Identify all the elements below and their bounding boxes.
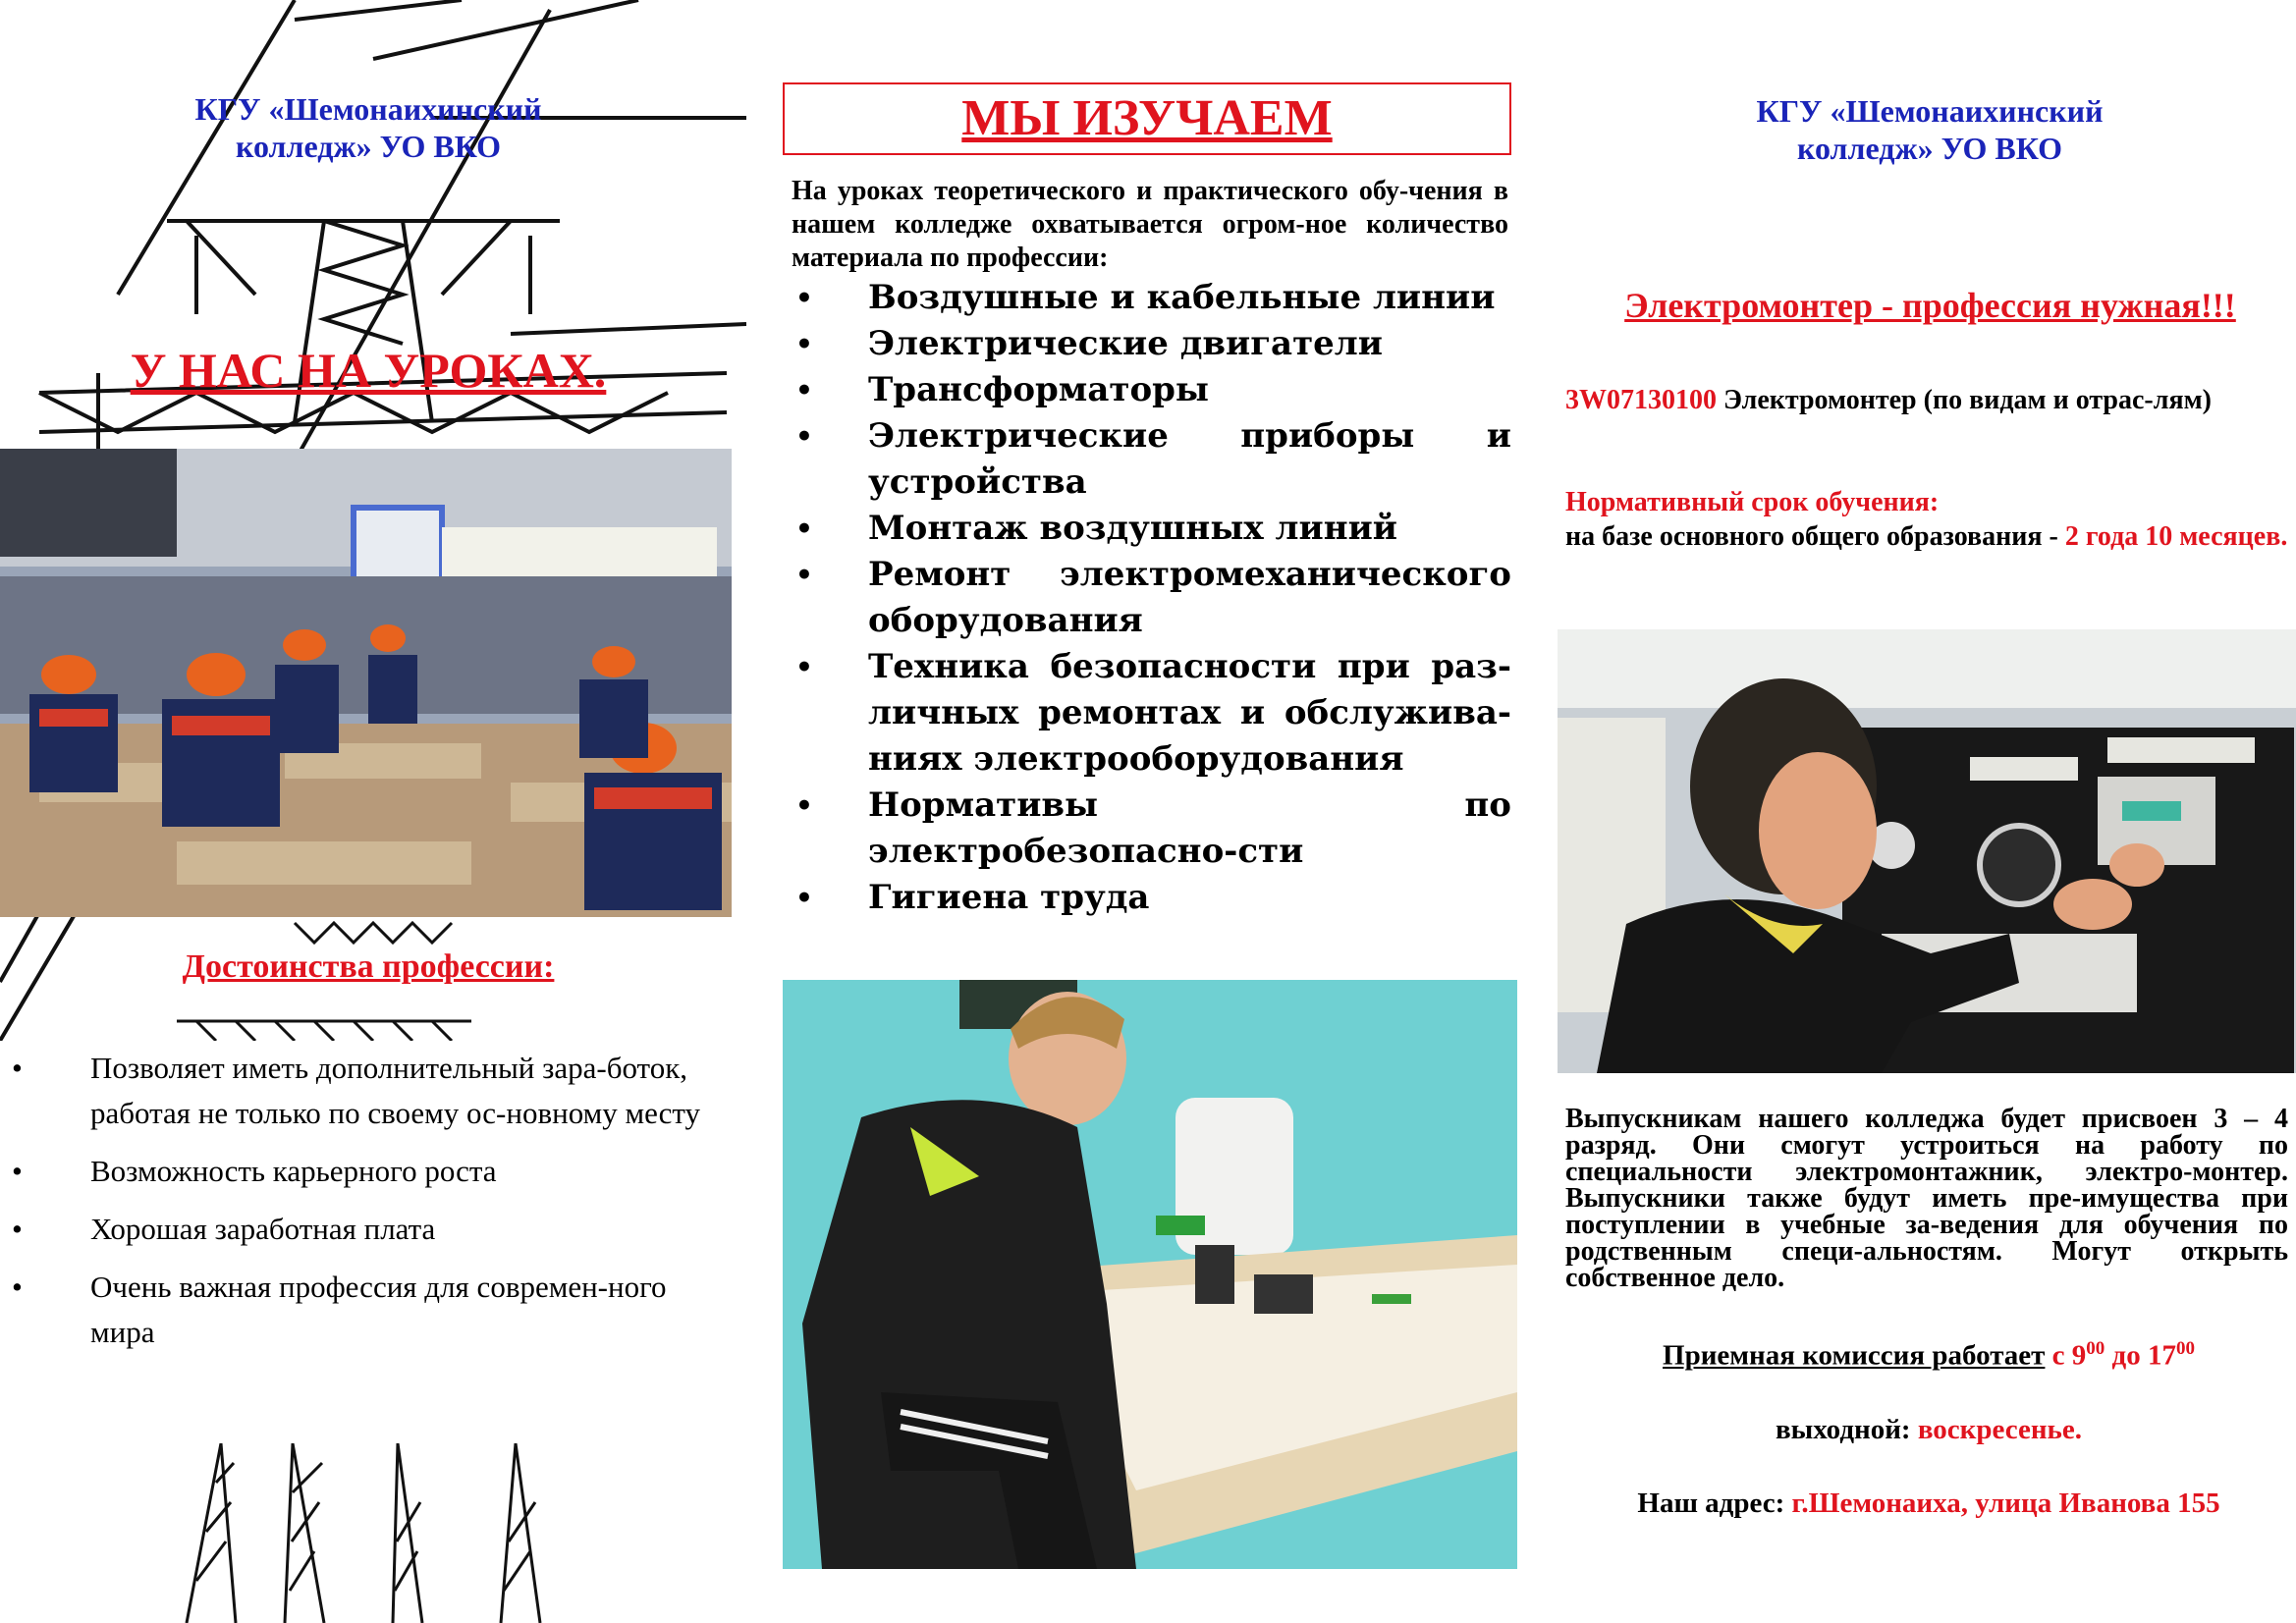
profession-slogan: Электромонтер - профессия нужная!!! [1624,286,2236,325]
study-intro: На уроках теоретического и практического обу-чения в нашем колледже охватывается огром-ное количество материала по профессии: [792,176,1508,273]
college-name-left: КГУ «Шемонаихинский колледж» УО ВКО [194,91,542,164]
list-item: • Ремонт электромеханического оборудования [868,552,1511,644]
college-name-right: КГУ «Шемонаихинский колледж» УО ВКО [1756,93,2104,166]
list-item: • Очень важная профессия для современ-ного мира [90,1265,717,1355]
classroom-photo [0,449,732,917]
advantages-list [0,1046,717,1368]
workshop-photo [783,980,1517,1569]
list-item: • Воздушные и кабельные линии [868,275,1511,321]
admission-hours: Приемная комиссия работает с $9^{00}$ до $17^{00}$ [1663,1338,2195,1372]
bottom-pylons-illustration [177,1443,609,1623]
list-item: • Трансформаторы [868,367,1511,413]
study-topics-list [792,275,1511,921]
study-title: МЫ ИЗУЧАЕМ [961,90,1333,146]
list-item: • Техника безопасности при раз-личных ремонтах и обслужива-ниях электрооборудования [868,644,1511,783]
list-item: • Монтаж воздушных линий [868,506,1511,552]
advantages-title: Достоинства профессии: [182,948,555,985]
list-item: • Нормативы по электробезопасно-сти [868,783,1511,875]
electrician-photo [1558,629,2296,1073]
list-item: • Позволяет иметь дополнительный зара-боток, работая не только по своему ос-новному месту [90,1046,717,1136]
list-item: • Хорошая заработная плата [90,1207,717,1252]
list-item: • Электрические приборы и устройства [868,413,1511,506]
lessons-heading: У НАС НА УРОКАХ. [130,343,607,398]
day-off: выходной: воскресенье. [1775,1414,2083,1445]
list-item: • Возможность карьерного роста [90,1149,717,1194]
address: Наш адрес: г.Шемонаиха, улица Иванова 155 [1637,1488,2220,1519]
list-item: • Электрические двигатели [868,321,1511,367]
profession-code: 3W07130100 Электромонтер (по видам и отрас-лям) [1565,385,2212,415]
study-term: Нормативный срок обучения: на базе основного общего образования - 2 года 10 месяцев. [1565,487,2288,552]
graduates-info: Выпускникам нашего колледжа будет присвоен 3 – 4 разряд. Они смогут устроиться на работу по специальности электромонтажник, электро-монтер. Выпускники также будут иметь пре-имущества при поступлении в учебные за-ведения для обучения по родственным специ-альностям. Могут открыть собственное дело. [1565,1104,2288,1293]
list-item: • Гигиена труда [868,875,1511,921]
